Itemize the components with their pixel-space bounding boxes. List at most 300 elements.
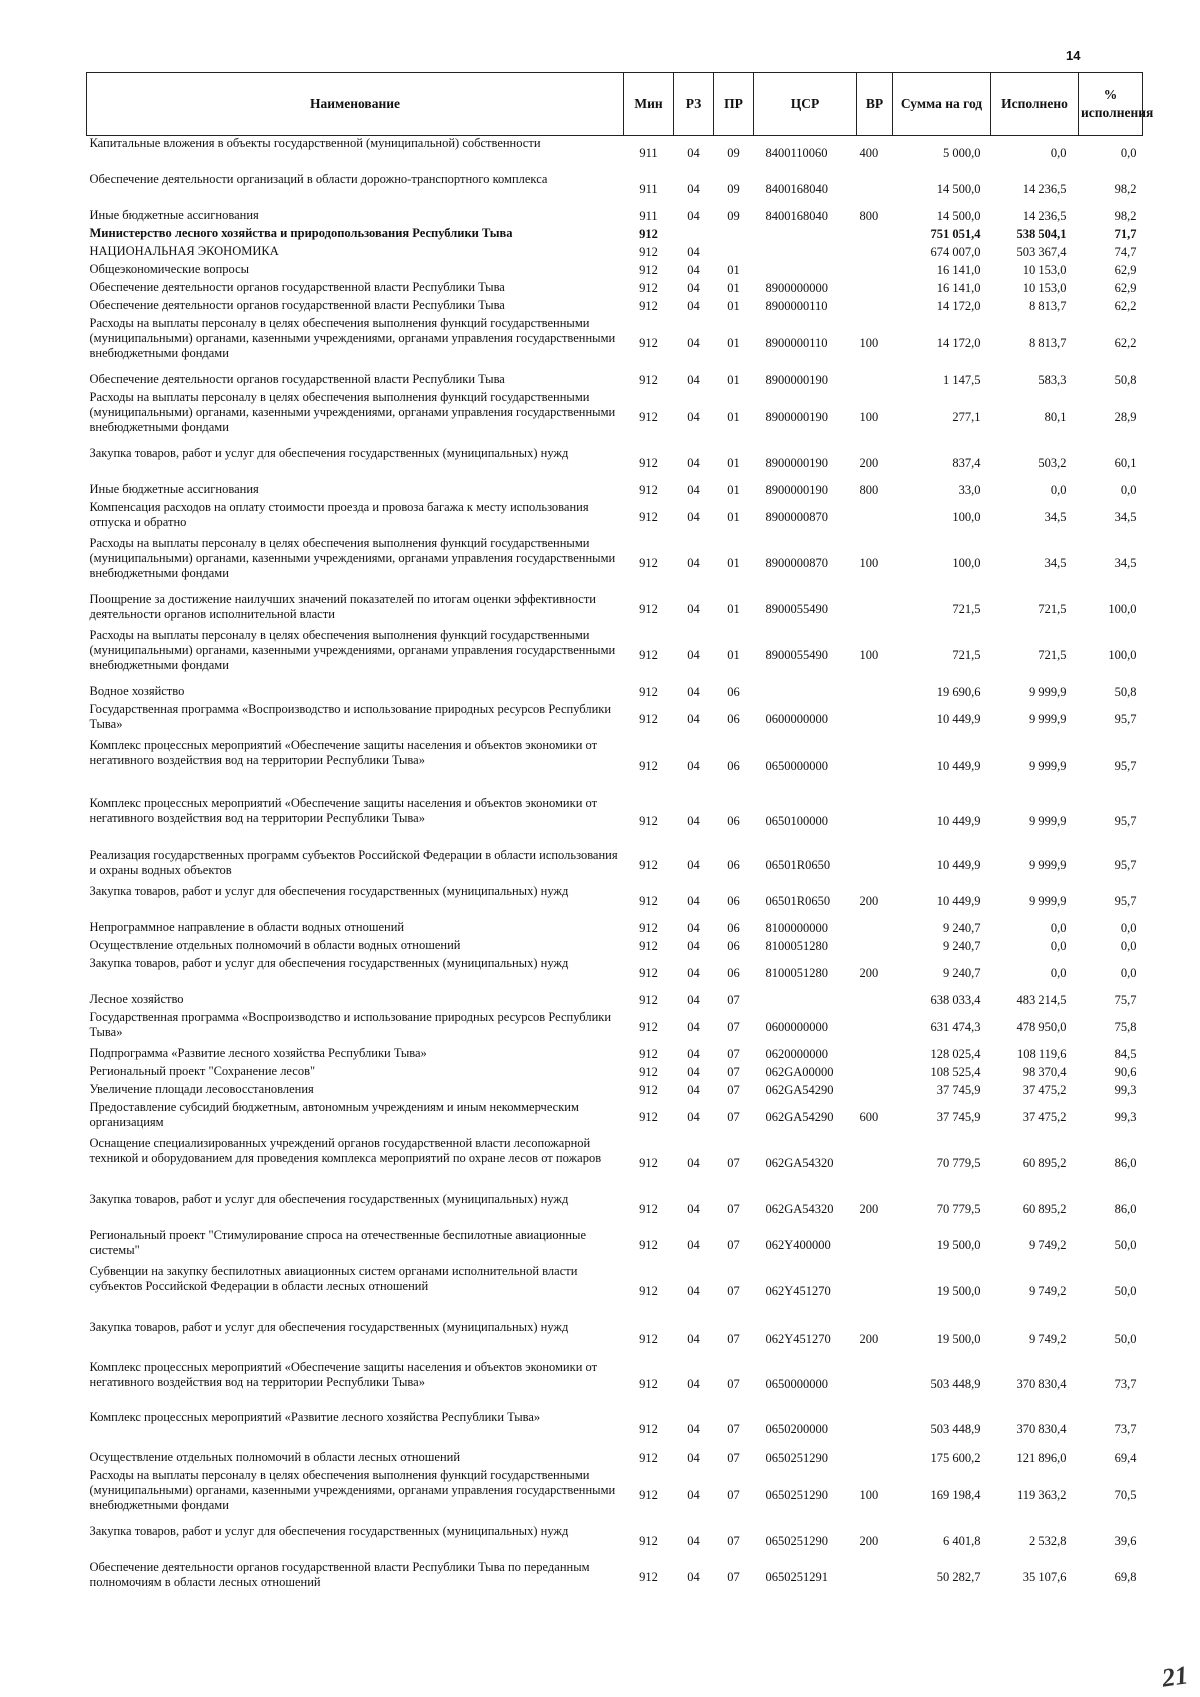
row-pct-cell: 99,3: [1114, 1109, 1137, 1124]
row-name-cell: Закупка товаров, работ и услуг для обеспечения государственных (муниципальных) нужд: [89, 1319, 569, 1334]
row-name-cell: Обеспечение деятельности органов государственной власти Республики Тыва: [89, 279, 505, 294]
row-vr-cell: 200: [859, 455, 879, 470]
row-csr-cell: 8100000000: [765, 920, 828, 935]
table-row: [87, 226, 1143, 244]
row-csr-cell: 8900000000: [765, 280, 828, 295]
row-rz-cell: 04: [687, 1201, 700, 1216]
row-pct-cell: 84,5: [1114, 1046, 1137, 1061]
row-rz-cell: 04: [687, 280, 700, 295]
row-done-cell: 9 999,9: [1029, 813, 1067, 828]
row-csr-cell: 8400168040: [765, 208, 828, 223]
table-row: [87, 796, 1143, 848]
row-min-cell: 912: [639, 226, 658, 241]
row-csr-cell: 062Y400000: [765, 1237, 831, 1252]
row-csr-cell: 062GA54320: [765, 1201, 834, 1216]
row-rz-cell: 04: [687, 813, 700, 828]
row-pr-cell: 01: [727, 298, 740, 313]
row-vr-cell: [857, 738, 893, 796]
row-sum-cell: 10 449,9: [936, 813, 981, 828]
row-done-cell: 10 153,0: [1022, 280, 1067, 295]
row-sum-cell: 10 449,9: [936, 711, 981, 726]
row-sum-cell: 9 240,7: [943, 920, 981, 935]
row-pct-cell: 62,2: [1114, 335, 1137, 350]
row-pr-cell: 07: [727, 1109, 740, 1124]
table-row: [87, 1136, 1143, 1192]
row-pr-cell: 07: [727, 1533, 740, 1548]
table-header-row: [87, 73, 1143, 136]
row-done-cell: 478 950,0: [1016, 1019, 1067, 1034]
row-vr-cell: 100: [859, 409, 879, 424]
row-pr-cell: 07: [727, 1019, 740, 1034]
row-vr-cell: [857, 226, 893, 244]
row-name-cell: Расходы на выплаты персоналу в целях обеспечения выполнения функций государственными (муниципальными) органами, казенными учреждениями, органами управления государственными внебюджетными фондами: [89, 389, 616, 434]
row-csr-cell: 8900000190: [765, 372, 828, 387]
row-pct-cell: 74,7: [1114, 244, 1137, 259]
table-row: [87, 280, 1143, 298]
row-sum-cell: 14 500,0: [936, 208, 981, 223]
row-min-cell: 912: [639, 893, 658, 908]
row-min-cell: 912: [639, 1331, 658, 1346]
row-sum-cell: 503 448,9: [930, 1376, 981, 1391]
row-vr-cell: 100: [859, 555, 879, 570]
row-done-cell: 483 214,5: [1016, 992, 1067, 1007]
table-row: [87, 738, 1143, 796]
table-row: [87, 1468, 1143, 1524]
row-pr-cell: 01: [727, 409, 740, 424]
row-vr-cell: [857, 500, 893, 536]
row-csr-cell: [754, 262, 857, 280]
row-sum-cell: 37 745,9: [936, 1082, 981, 1097]
column-header-min: Мин: [624, 73, 674, 136]
column-header-sum: Сумма на год: [893, 73, 991, 136]
row-vr-cell: 200: [859, 893, 879, 908]
row-rz-cell: 04: [687, 1533, 700, 1548]
row-min-cell: 912: [639, 1487, 658, 1502]
row-rz-cell: 04: [687, 482, 700, 497]
row-pct-cell: 99,3: [1114, 1082, 1137, 1097]
row-sum-cell: 721,5: [952, 601, 981, 616]
row-csr-cell: 8900000190: [765, 409, 828, 424]
row-vr-cell: 200: [859, 965, 879, 980]
row-pct-cell: 50,0: [1114, 1283, 1137, 1298]
row-vr-cell: 600: [859, 1109, 879, 1124]
row-vr-cell: 100: [859, 335, 879, 350]
row-rz-cell: 04: [687, 1046, 700, 1061]
row-done-cell: 121 896,0: [1016, 1450, 1067, 1465]
row-done-cell: 14 236,5: [1022, 181, 1067, 196]
row-pct-cell: 0,0: [1120, 965, 1137, 980]
column-header-done: Исполнено: [991, 73, 1079, 136]
row-sum-cell: 10 449,9: [936, 893, 981, 908]
row-vr-cell: [857, 372, 893, 390]
row-name-cell: Осуществление отдельных полномочий в области лесных отношений: [89, 1449, 461, 1464]
table-row: [87, 390, 1143, 446]
row-name-cell: Реализация государственных программ субъектов Российской Федерации в области использования и охраны водных объектов: [89, 847, 618, 877]
row-name-cell: Лесное хозяйство: [89, 991, 184, 1006]
table-row: [87, 1192, 1143, 1228]
row-min-cell: 912: [639, 244, 658, 259]
table-row: [87, 884, 1143, 920]
row-pct-cell: 60,1: [1114, 455, 1137, 470]
row-name-cell: Обеспечение деятельности органов государственной власти Республики Тыва по переданным полномочиям в области лесных отношений: [89, 1559, 590, 1589]
table-row: [87, 1360, 1143, 1410]
row-pr-cell: 01: [727, 509, 740, 524]
row-pr-cell: 01: [727, 262, 740, 277]
row-done-cell: 9 749,2: [1029, 1237, 1067, 1252]
row-name-cell: Закупка товаров, работ и услуг для обеспечения государственных (муниципальных) нужд: [89, 1523, 569, 1538]
row-pct-cell: 75,7: [1114, 992, 1137, 1007]
corner-mark: 21: [1160, 1660, 1190, 1693]
row-min-cell: 912: [639, 965, 658, 980]
row-vr-cell: [857, 244, 893, 262]
table-row: [87, 1228, 1143, 1264]
row-rz-cell: 04: [687, 1331, 700, 1346]
row-min-cell: 912: [639, 920, 658, 935]
row-name-cell: Государственная программа «Воспроизводство и использование природных ресурсов Республики Тыва»: [89, 1009, 612, 1039]
row-done-cell: 9 999,9: [1029, 684, 1067, 699]
row-pct-cell: 75,8: [1114, 1019, 1137, 1034]
row-pct-cell: 95,7: [1114, 813, 1137, 828]
row-name-cell: Министерство лесного хозяйства и природопользования Республики Тыва: [89, 225, 513, 240]
row-pct-cell: 62,9: [1114, 262, 1137, 277]
row-vr-cell: [857, 702, 893, 738]
row-sum-cell: 674 007,0: [930, 244, 981, 259]
table-row: [87, 316, 1143, 372]
row-vr-cell: [857, 1064, 893, 1082]
table-row: [87, 500, 1143, 536]
row-sum-cell: 70 779,5: [936, 1155, 981, 1170]
row-done-cell: 10 153,0: [1022, 262, 1067, 277]
column-header-rz: РЗ: [674, 73, 714, 136]
row-pct-cell: 0,0: [1120, 920, 1137, 935]
row-min-cell: 911: [639, 208, 658, 223]
row-vr-cell: [857, 920, 893, 938]
row-name-cell: Общеэкономические вопросы: [89, 261, 250, 276]
table-row: [87, 244, 1143, 262]
row-rz-cell: 04: [687, 555, 700, 570]
row-name-cell: Региональный проект "Сохранение лесов": [89, 1063, 316, 1078]
row-min-cell: 912: [639, 992, 658, 1007]
row-name-cell: Расходы на выплаты персоналу в целях обеспечения выполнения функций государственными (муниципальными) органами, казенными учреждениями, органами управления государственными внебюджетными фондами: [89, 315, 616, 360]
row-min-cell: 912: [639, 335, 658, 350]
row-csr-cell: 8900000190: [765, 482, 828, 497]
row-name-cell: Закупка товаров, работ и услуг для обеспечения государственных (муниципальных) нужд: [89, 1191, 569, 1206]
row-name-cell: Иные бюджетные ассигнования: [89, 207, 259, 222]
row-pr-cell: 07: [727, 1237, 740, 1252]
row-vr-cell: [857, 1560, 893, 1596]
row-done-cell: 8 813,7: [1029, 298, 1067, 313]
row-done-cell: 98 370,4: [1022, 1064, 1067, 1079]
row-min-cell: 912: [639, 1109, 658, 1124]
table-row: [87, 702, 1143, 738]
row-min-cell: 912: [639, 1450, 658, 1465]
row-vr-cell: [857, 280, 893, 298]
row-vr-cell: 100: [859, 1487, 879, 1502]
table-body: [87, 136, 1143, 1596]
row-done-cell: 503,2: [1038, 455, 1067, 470]
row-sum-cell: 14 172,0: [936, 335, 981, 350]
row-name-cell: Капитальные вложения в объекты государственной (муниципальной) собственности: [89, 136, 541, 150]
row-vr-cell: 800: [859, 482, 879, 497]
row-vr-cell: [857, 172, 893, 208]
table-row: [87, 1064, 1143, 1082]
row-csr-cell: 0650200000: [765, 1421, 828, 1436]
row-min-cell: 912: [639, 1533, 658, 1548]
row-pct-cell: 90,6: [1114, 1064, 1137, 1079]
row-vr-cell: [857, 592, 893, 628]
table-row: [87, 1450, 1143, 1468]
row-sum-cell: 631 474,3: [930, 1019, 981, 1034]
row-vr-cell: 800: [859, 208, 879, 223]
row-pr-cell: 06: [727, 711, 740, 726]
row-name-cell: Субвенции на закупку беспилотных авиационных систем органами исполнительной власти субъектов Российской Федерации в области лесных отношений: [89, 1263, 578, 1293]
row-rz-cell: 04: [687, 1569, 700, 1584]
row-sum-cell: 5 000,0: [943, 146, 981, 161]
row-done-cell: 80,1: [1044, 409, 1067, 424]
table-row: [87, 172, 1143, 208]
row-done-cell: 119 363,2: [1016, 1487, 1067, 1502]
table-row: [87, 1410, 1143, 1450]
row-pr-cell: 01: [727, 482, 740, 497]
row-pct-cell: 98,2: [1114, 181, 1137, 196]
row-pr-cell: 06: [727, 938, 740, 953]
row-sum-cell: 721,5: [952, 647, 981, 662]
table-row: [87, 136, 1143, 172]
row-done-cell: 9 749,2: [1029, 1283, 1067, 1298]
row-pr-cell: 01: [727, 280, 740, 295]
row-done-cell: 503 367,4: [1016, 244, 1067, 259]
row-pr-cell: 06: [727, 813, 740, 828]
row-rz-cell: 04: [687, 181, 700, 196]
row-sum-cell: 14 172,0: [936, 298, 981, 313]
row-vr-cell: [857, 684, 893, 702]
row-name-cell: Обеспечение деятельности органов государственной власти Республики Тыва: [89, 371, 505, 386]
row-pct-cell: 50,0: [1114, 1237, 1137, 1252]
row-pct-cell: 73,7: [1114, 1421, 1137, 1436]
row-name-cell: Расходы на выплаты персоналу в целях обеспечения выполнения функций государственными (муниципальными) органами, казенными учреждениями, органами управления государственными внебюджетными фондами: [89, 627, 616, 672]
row-vr-cell: [857, 1010, 893, 1046]
row-done-cell: 370 830,4: [1016, 1376, 1067, 1391]
row-name-cell: Увеличение площади лесовосстановления: [89, 1081, 314, 1096]
table-row: [87, 1010, 1143, 1046]
row-name-cell: Расходы на выплаты персоналу в целях обеспечения выполнения функций государственными (муниципальными) органами, казенными учреждениями, органами управления государственными внебюджетными фондами: [89, 1467, 616, 1512]
row-rz-cell: 04: [687, 262, 700, 277]
row-sum-cell: 9 240,7: [943, 938, 981, 953]
row-pct-cell: 62,2: [1114, 298, 1137, 313]
row-rz-cell: 04: [687, 758, 700, 773]
row-sum-cell: 16 141,0: [936, 280, 981, 295]
table-row: [87, 1046, 1143, 1064]
row-pr-cell: 07: [727, 1421, 740, 1436]
row-csr-cell: 0650251291: [765, 1569, 828, 1584]
row-csr-cell: 0650251290: [765, 1533, 828, 1548]
row-name-cell: Поощрение за достижение наилучших значений показателей по итогам оценки эффективности деятельности органов исполнительной власти: [89, 591, 597, 621]
row-vr-cell: 200: [859, 1201, 879, 1216]
row-csr-cell: 0600000000: [765, 711, 828, 726]
row-rz-cell: 04: [687, 601, 700, 616]
table-row: [87, 592, 1143, 628]
row-sum-cell: 6 401,8: [943, 1533, 981, 1548]
row-rz-cell: 04: [687, 208, 700, 223]
row-pr-cell: 09: [727, 181, 740, 196]
row-pr-cell: 06: [727, 758, 740, 773]
row-sum-cell: 100,0: [952, 509, 981, 524]
row-min-cell: 912: [639, 555, 658, 570]
row-min-cell: 912: [639, 647, 658, 662]
row-sum-cell: 1 147,5: [943, 372, 981, 387]
row-name-cell: Закупка товаров, работ и услуг для обеспечения государственных (муниципальных) нужд: [89, 445, 569, 460]
page-number: 14: [1066, 48, 1081, 63]
row-done-cell: 37 475,2: [1022, 1082, 1067, 1097]
row-vr-cell: 400: [859, 146, 879, 161]
row-rz-cell: 04: [687, 992, 700, 1007]
row-csr-cell: 062GA54320: [765, 1155, 834, 1170]
row-done-cell: 9 749,2: [1029, 1331, 1067, 1346]
row-sum-cell: 19 500,0: [936, 1331, 981, 1346]
row-min-cell: 912: [639, 684, 658, 699]
row-pr-cell: 06: [727, 857, 740, 872]
row-csr-cell: 062GA54290: [765, 1082, 834, 1097]
row-vr-cell: [857, 1360, 893, 1410]
table-row: [87, 684, 1143, 702]
row-name-cell: Комплекс процессных мероприятий «Обеспечение защиты населения и объектов экономики от негативного воздействия вод на территории Республики Тыва»: [89, 795, 598, 825]
row-sum-cell: 9 240,7: [943, 965, 981, 980]
row-name-cell: Закупка товаров, работ и услуг для обеспечения государственных (муниципальных) нужд: [89, 883, 569, 898]
row-min-cell: 911: [639, 146, 658, 161]
row-vr-cell: 200: [859, 1331, 879, 1346]
row-min-cell: 912: [639, 372, 658, 387]
row-rz-cell: 04: [687, 711, 700, 726]
row-csr-cell: 0650251290: [765, 1450, 828, 1465]
row-rz-cell: 04: [687, 335, 700, 350]
row-pr-cell: 01: [727, 601, 740, 616]
row-csr-cell: 062Y451270: [765, 1331, 831, 1346]
row-pr-cell: 07: [727, 1487, 740, 1502]
row-pct-cell: 70,5: [1114, 1487, 1137, 1502]
row-pr-cell: 07: [727, 1201, 740, 1216]
row-done-cell: 0,0: [1050, 920, 1067, 935]
row-rz-cell: 04: [687, 372, 700, 387]
row-rz-cell: 04: [687, 965, 700, 980]
row-csr-cell: 06501R0650: [765, 857, 831, 872]
row-pr-cell: [714, 244, 754, 262]
row-min-cell: 912: [639, 455, 658, 470]
row-done-cell: 0,0: [1050, 965, 1067, 980]
row-name-cell: НАЦИОНАЛЬНАЯ ЭКОНОМИКА: [89, 243, 279, 258]
row-rz-cell: 04: [687, 1283, 700, 1298]
row-done-cell: 37 475,2: [1022, 1109, 1067, 1124]
row-name-cell: Обеспечение деятельности органов государственной власти Республики Тыва: [89, 297, 505, 312]
row-pr-cell: 09: [727, 146, 740, 161]
row-min-cell: 912: [639, 1082, 658, 1097]
row-sum-cell: 100,0: [952, 555, 981, 570]
row-csr-cell: 8900000110: [765, 298, 828, 313]
table-row: [87, 262, 1143, 280]
row-rz-cell: 04: [687, 1376, 700, 1391]
row-name-cell: Непрограммное направление в области водных отношений: [89, 919, 405, 934]
row-name-cell: Подпрограмма «Развитие лесного хозяйства Республики Тыва»: [89, 1045, 427, 1060]
row-rz-cell: 04: [687, 938, 700, 953]
table-row: [87, 1320, 1143, 1360]
table-row: [87, 536, 1143, 592]
row-csr-cell: 8900000190: [765, 455, 828, 470]
row-csr-cell: 8900000870: [765, 555, 828, 570]
row-csr-cell: 8400110060: [765, 146, 828, 161]
row-sum-cell: 751 051,4: [930, 226, 981, 241]
row-csr-cell: [754, 684, 857, 702]
row-done-cell: 9 999,9: [1029, 893, 1067, 908]
table-row: [87, 482, 1143, 500]
row-done-cell: 0,0: [1050, 146, 1067, 161]
row-pr-cell: 06: [727, 965, 740, 980]
row-csr-cell: 0620000000: [765, 1046, 828, 1061]
table-row: [87, 1560, 1143, 1596]
row-sum-cell: 70 779,5: [936, 1201, 981, 1216]
table-row: [87, 1100, 1143, 1136]
row-name-cell: Закупка товаров, работ и услуг для обеспечения государственных (муниципальных) нужд: [89, 955, 569, 970]
row-pr-cell: 07: [727, 1569, 740, 1584]
row-vr-cell: [857, 262, 893, 280]
row-rz-cell: 04: [687, 1421, 700, 1436]
row-pct-cell: 50,8: [1114, 684, 1137, 699]
column-header-name: Наименование: [87, 73, 624, 136]
row-csr-cell: 06501R0650: [765, 893, 831, 908]
row-rz-cell: 04: [687, 1082, 700, 1097]
row-pr-cell: 07: [727, 1082, 740, 1097]
row-pr-cell: 07: [727, 992, 740, 1007]
row-done-cell: 370 830,4: [1016, 1421, 1067, 1436]
row-min-cell: 912: [639, 1237, 658, 1252]
row-sum-cell: 175 600,2: [930, 1450, 981, 1465]
row-min-cell: 912: [639, 938, 658, 953]
row-pct-cell: 50,8: [1114, 372, 1137, 387]
row-csr-cell: [754, 992, 857, 1010]
row-done-cell: 2 532,8: [1029, 1533, 1067, 1548]
row-min-cell: 912: [639, 280, 658, 295]
row-vr-cell: [857, 1136, 893, 1192]
row-vr-cell: [857, 1046, 893, 1064]
row-sum-cell: 19 500,0: [936, 1283, 981, 1298]
row-pr-cell: 07: [727, 1376, 740, 1391]
row-pr-cell: 06: [727, 893, 740, 908]
row-csr-cell: [754, 244, 857, 262]
row-rz-cell: 04: [687, 1450, 700, 1465]
row-pr-cell: 01: [727, 647, 740, 662]
row-rz-cell: 04: [687, 1064, 700, 1079]
row-csr-cell: 062Y451270: [765, 1283, 831, 1298]
row-pr-cell: 09: [727, 208, 740, 223]
row-csr-cell: 062GA00000: [765, 1064, 834, 1079]
row-pct-cell: 73,7: [1114, 1376, 1137, 1391]
row-csr-cell: 8100051280: [765, 965, 828, 980]
row-csr-cell: 0650000000: [765, 1376, 828, 1391]
row-name-cell: Государственная программа «Воспроизводство и использование природных ресурсов Республики Тыва»: [89, 701, 612, 731]
row-min-cell: 912: [639, 262, 658, 277]
row-pct-cell: 0,0: [1120, 938, 1137, 953]
table-row: [87, 298, 1143, 316]
row-sum-cell: 50 282,7: [936, 1569, 981, 1584]
row-done-cell: 60 895,2: [1022, 1155, 1067, 1170]
row-rz-cell: 04: [687, 893, 700, 908]
row-name-cell: Оснащение специализированных учреждений органов государственной власти лесопожарной техникой и оборудованием для проведения комплекса мероприятий по охране лесов от пожаров: [89, 1135, 602, 1165]
row-pct-cell: 100,0: [1108, 647, 1137, 662]
row-name-cell: Комплекс процессных мероприятий «Обеспечение защиты населения и объектов экономики от негативного воздействия вод на территории Республики Тыва»: [89, 737, 598, 767]
row-done-cell: 538 504,1: [1016, 226, 1067, 241]
row-rz-cell: 04: [687, 409, 700, 424]
row-min-cell: 911: [639, 181, 658, 196]
row-csr-cell: 8900000870: [765, 509, 828, 524]
row-min-cell: 912: [639, 1155, 658, 1170]
